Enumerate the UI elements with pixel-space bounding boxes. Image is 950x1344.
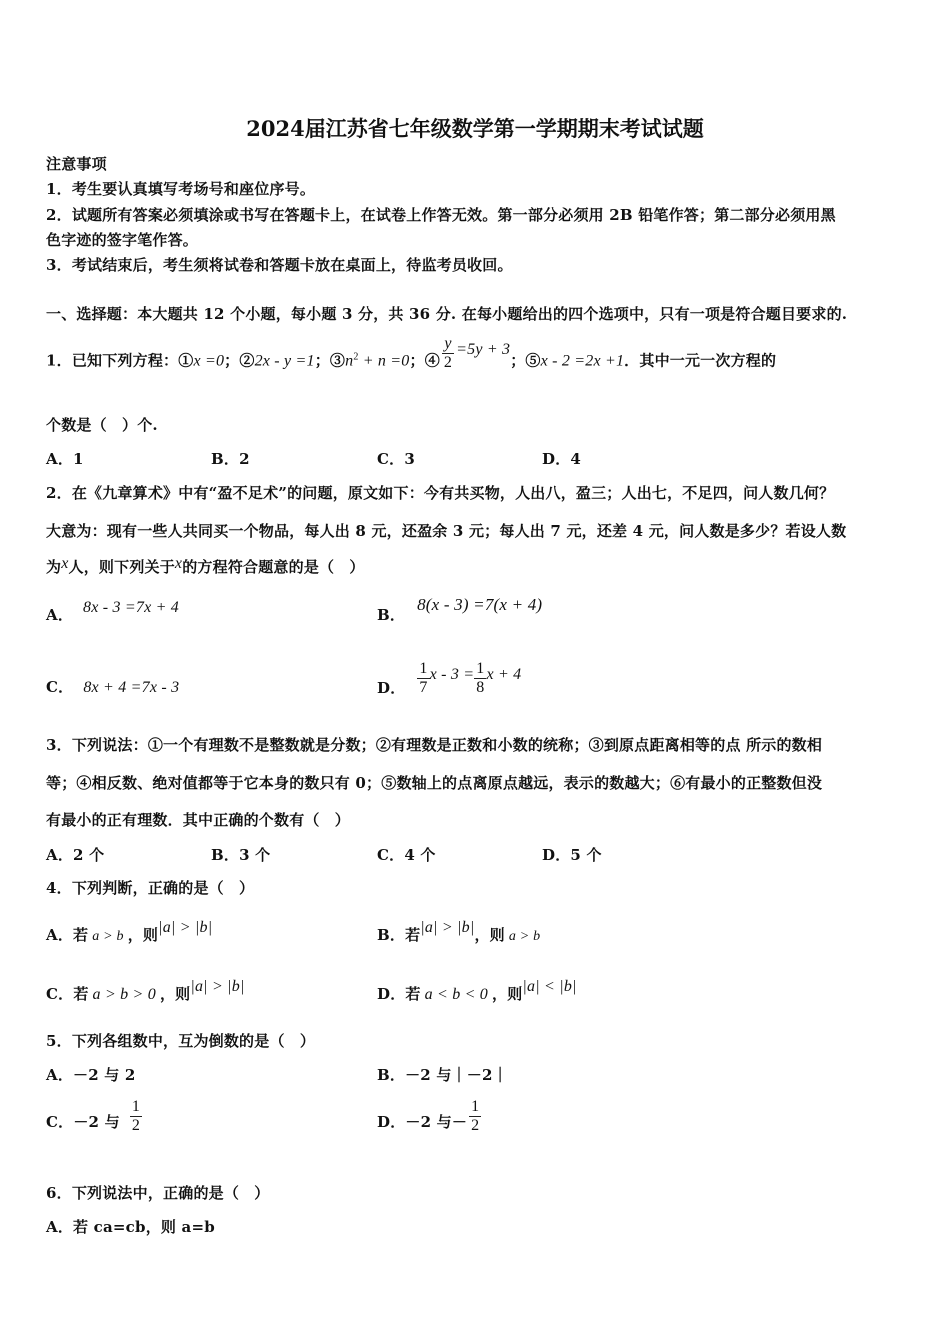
- option-a[interactable]: A．－2 与 2: [46, 1066, 136, 1084]
- option-d[interactable]: D．5 个: [542, 846, 602, 864]
- option-a[interactable]: A．2 个: [46, 846, 105, 864]
- question-1-cont: 个数是（ ）个.: [46, 416, 158, 434]
- question-3-stem: 等；④相反数、绝对值都等于它本身的数只有 0；⑤数轴上的点离原点越远，表示的数越大；⑥有最小的正整数但没: [46, 774, 823, 792]
- section-heading: 一、选择题：本大题共 12 个小题，每小题 3 分，共 36 分. 在每小题给出的四个选项中，只有一项是符合题目要求的.: [46, 305, 848, 323]
- option-c[interactable]: C．若 a > b > 0 ，则|a| > |b|: [46, 978, 245, 1003]
- option-c[interactable]: C． 8x + 4 =7x - 3: [46, 678, 180, 696]
- option-b[interactable]: B．8(x - 3) =7(x + 4): [377, 595, 543, 624]
- option-b[interactable]: B．3 个: [211, 846, 271, 864]
- question-3-stem: 有最小的正有理数．其中正确的个数有（ ）: [46, 811, 351, 829]
- option-c[interactable]: C．－2 与 $\frac{1}{2}$: [46, 1098, 141, 1134]
- option-d[interactable]: D． $\frac{1}{7}$ x - 3 = $\frac{1}{8}$ x + 4: [377, 660, 522, 697]
- question-5-stem: 5．下列各组数中，互为倒数的是（ ）: [46, 1032, 316, 1050]
- question-1-stem: 1．已知下列方程：①x =0；②2x - y =1；$③n^2 + n =0$；④ $\frac{y}{2}$ =5y + 3；⑤x - 2 =2x +1．其中一元一次方程的: [46, 335, 777, 371]
- notice-item: 3．考试结束后，考生须将试卷和答题卡放在桌面上，待监考员收回。: [46, 256, 513, 274]
- option-a[interactable]: A．1: [46, 450, 84, 468]
- option-d[interactable]: D．－2 与－ $\frac{1}{2}$: [377, 1098, 480, 1134]
- question-6-stem: 6．下列说法中，正确的是（ ）: [46, 1184, 270, 1202]
- question-4-stem: 4．下列判断，正确的是（ ）: [46, 879, 255, 897]
- option-c[interactable]: C．3: [377, 450, 415, 468]
- option-a[interactable]: A． 8x - 3 =7x + 4: [46, 599, 179, 624]
- option-b[interactable]: B．2: [211, 450, 250, 468]
- notice-heading: 注意事项: [46, 155, 107, 173]
- question-2-stem: 大意为：现有一些人共同买一个物品，每人出 8 元，还盈余 3 元；每人出 7 元，还差 4 元，问人数是多少？若设人数: [46, 522, 847, 540]
- option-a[interactable]: A．若 a > b ，则|a| > |b|: [46, 919, 213, 944]
- question-3-stem: 3．下列说法：①一个有理数不是整数就是分数；②有理数是正数和小数的统称；③到原点距离相等的点 所示的数相: [46, 736, 823, 754]
- notice-item: 1．考生要认真填写考场号和座位序号。: [46, 180, 316, 198]
- question-2-stem: 为x人，则下列关于x的方程符合题意的是（ ）: [46, 555, 365, 576]
- page-title: 2024届江苏省七年级数学第一学期期末考试试题: [246, 116, 704, 141]
- option-a[interactable]: A．若 ca=cb，则 a=b: [46, 1218, 215, 1236]
- notice-item: 色字迹的签字笔作答。: [46, 231, 199, 249]
- option-d[interactable]: D．4: [542, 450, 582, 468]
- notice-item: 2．试题所有答案必须填涂或书写在答题卡上，在试卷上作答无效。第一部分必须用 2B 铅笔作答；第二部分必须用黑: [46, 206, 836, 224]
- option-c[interactable]: C．4 个: [377, 846, 436, 864]
- option-b[interactable]: B．－2 与｜－2｜: [377, 1066, 508, 1084]
- option-d[interactable]: D．若 a < b < 0 ，则|a| < |b|: [377, 978, 577, 1003]
- option-b[interactable]: B．若|a| > |b|，则 a > b: [377, 919, 541, 944]
- question-2-stem: 2．在《九章算术》中有“盈不足术”的问题，原文如下：今有共买物，人出八，盈三；人出七，不足四，问人数几何？: [46, 484, 835, 502]
